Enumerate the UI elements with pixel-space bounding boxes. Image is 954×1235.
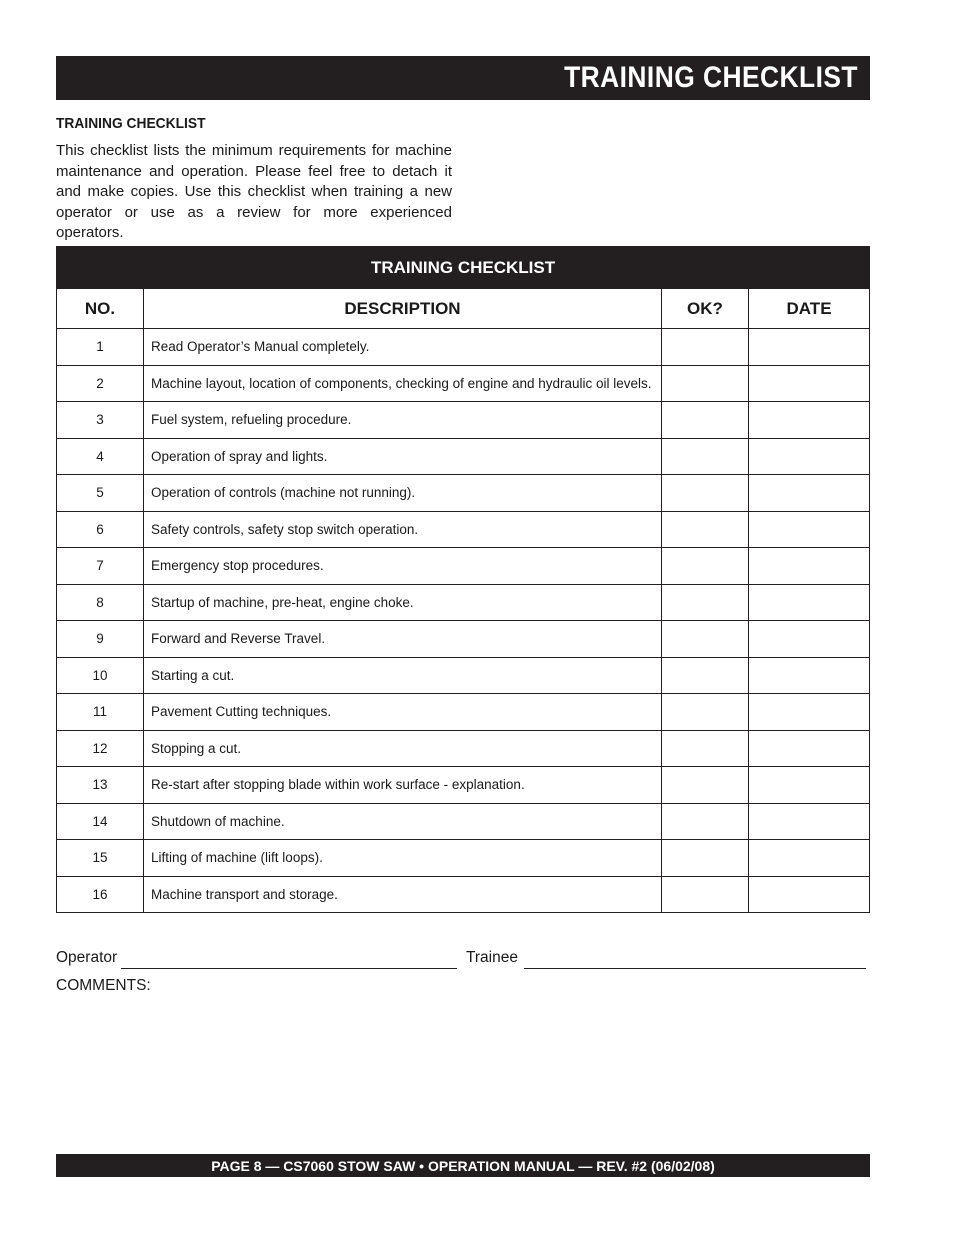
table-row (57, 730, 870, 767)
row-date-cell[interactable] (749, 475, 870, 512)
row-ok-cell[interactable] (662, 365, 749, 402)
row-number: 14 (57, 803, 144, 840)
column-header-no: NO. (57, 289, 144, 329)
row-date-cell[interactable] (749, 329, 870, 366)
table-row (57, 876, 870, 913)
row-ok-cell[interactable] (662, 475, 749, 512)
row-ok-cell[interactable] (662, 438, 749, 475)
row-description: Operation of spray and lights. (144, 438, 662, 475)
signature-row (56, 949, 870, 971)
row-date-cell[interactable] (749, 438, 870, 475)
table-row (57, 657, 870, 694)
checklist-body (57, 329, 870, 913)
row-ok-cell[interactable] (662, 621, 749, 658)
row-date-cell[interactable] (749, 767, 870, 804)
row-number: 12 (57, 730, 144, 767)
row-date-cell[interactable] (749, 365, 870, 402)
column-header-date: DATE (749, 289, 870, 329)
row-number: 3 (57, 402, 144, 439)
row-description: Startup of machine, pre-heat, engine choke. (144, 584, 662, 621)
row-number: 1 (57, 329, 144, 366)
row-ok-cell[interactable] (662, 402, 749, 439)
table-row (57, 475, 870, 512)
operator-label: Operator (56, 949, 118, 966)
row-date-cell[interactable] (749, 548, 870, 585)
page-title: TRAINING CHECKLIST (564, 61, 858, 94)
row-description: Fuel system, refueling procedure. (144, 402, 662, 439)
row-ok-cell[interactable] (662, 876, 749, 913)
row-number: 6 (57, 511, 144, 548)
row-ok-cell[interactable] (662, 730, 749, 767)
row-number: 4 (57, 438, 144, 475)
comments-label: COMMENTS: (56, 977, 151, 994)
page-header-bar (56, 56, 870, 100)
row-description: Shutdown of machine. (144, 803, 662, 840)
row-date-cell[interactable] (749, 511, 870, 548)
row-description: Machine layout, location of components, checking of engine and hydraulic oil levels. (144, 365, 662, 402)
row-description: Lifting of machine (lift loops). (144, 840, 662, 877)
row-ok-cell[interactable] (662, 584, 749, 621)
intro-heading: TRAINING CHECKLIST (56, 115, 206, 132)
page-footer-bar (56, 1154, 870, 1177)
row-description: Read Operator’s Manual completely. (144, 329, 662, 366)
row-date-cell[interactable] (749, 584, 870, 621)
row-date-cell[interactable] (749, 402, 870, 439)
row-description: Safety controls, safety stop switch operation. (144, 511, 662, 548)
table-row (57, 329, 870, 366)
row-number: 16 (57, 876, 144, 913)
row-ok-cell[interactable] (662, 840, 749, 877)
row-description: Forward and Reverse Travel. (144, 621, 662, 658)
table-row (57, 767, 870, 804)
row-date-cell[interactable] (749, 657, 870, 694)
row-number: 7 (57, 548, 144, 585)
table-row (57, 365, 870, 402)
row-ok-cell[interactable] (662, 767, 749, 804)
row-description: Starting a cut. (144, 657, 662, 694)
row-ok-cell[interactable] (662, 329, 749, 366)
row-ok-cell[interactable] (662, 548, 749, 585)
row-number: 11 (57, 694, 144, 731)
row-number: 13 (57, 767, 144, 804)
row-number: 15 (57, 840, 144, 877)
table-row (57, 621, 870, 658)
column-header-ok: OK? (662, 289, 749, 329)
intro-paragraph: This checklist lists the minimum requirements for machine maintenance and operation. Please feel free to detach it and make copies. Use this checklist when training a new operator or use as a review for more experienced operators. (56, 142, 452, 241)
table-row (57, 584, 870, 621)
trainee-signature-line[interactable] (524, 968, 866, 969)
operator-signature-line[interactable] (121, 968, 457, 969)
row-date-cell[interactable] (749, 621, 870, 658)
table-row (57, 840, 870, 877)
row-description: Operation of controls (machine not running). (144, 475, 662, 512)
row-description: Re-start after stopping blade within work surface - explanation. (144, 767, 662, 804)
table-row (57, 694, 870, 731)
training-checklist-table (56, 246, 870, 913)
row-number: 9 (57, 621, 144, 658)
footer-text: PAGE 8 — CS7060 STOW SAW • OPERATION MANUAL — REV. #2 (06/02/08) (211, 1157, 715, 1174)
row-date-cell[interactable] (749, 730, 870, 767)
row-description: Machine transport and storage. (144, 876, 662, 913)
row-ok-cell[interactable] (662, 694, 749, 731)
row-date-cell[interactable] (749, 803, 870, 840)
table-row (57, 803, 870, 840)
row-ok-cell[interactable] (662, 803, 749, 840)
row-number: 10 (57, 657, 144, 694)
row-number: 8 (57, 584, 144, 621)
table-row (57, 548, 870, 585)
table-title: TRAINING CHECKLIST (57, 247, 870, 289)
row-number: 2 (57, 365, 144, 402)
row-number: 5 (57, 475, 144, 512)
table-row (57, 511, 870, 548)
column-header-description: DESCRIPTION (144, 289, 662, 329)
row-date-cell[interactable] (749, 694, 870, 731)
table-row (57, 402, 870, 439)
trainee-label: Trainee (466, 949, 518, 966)
row-description: Emergency stop procedures. (144, 548, 662, 585)
row-description: Pavement Cutting techniques. (144, 694, 662, 731)
row-ok-cell[interactable] (662, 511, 749, 548)
row-date-cell[interactable] (749, 840, 870, 877)
row-date-cell[interactable] (749, 876, 870, 913)
table-row (57, 438, 870, 475)
row-description: Stopping a cut. (144, 730, 662, 767)
row-ok-cell[interactable] (662, 657, 749, 694)
